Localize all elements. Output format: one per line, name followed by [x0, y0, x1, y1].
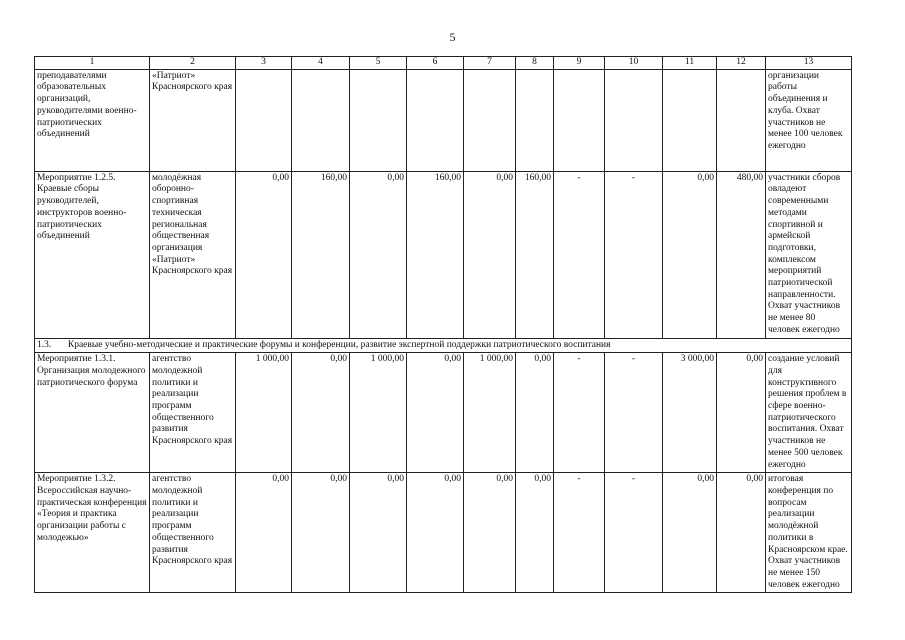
value-cell: 0,00	[407, 353, 464, 473]
value-cell: -	[554, 171, 605, 338]
column-header: 4	[292, 57, 350, 70]
value-cell: -	[605, 473, 663, 593]
value-cell: 0,00	[717, 473, 766, 593]
value-cell	[236, 69, 292, 171]
table-row	[35, 69, 852, 171]
column-number-row	[35, 57, 852, 70]
value-cell: 0,00	[516, 473, 554, 593]
column-header: 5	[350, 57, 407, 70]
value-cell: 0,00	[464, 171, 516, 338]
column-header: 11	[663, 57, 717, 70]
measure-name-cell: Мероприятие 1.2.5. Краевые сборы руководителей, инструкторов военно-патриотических объединений	[35, 171, 150, 338]
section-cell	[35, 338, 852, 353]
executor-cell: агентство молодежной политики и реализации программ общественного развития Красноярского края	[150, 473, 236, 593]
value-cell: 1 000,00	[236, 353, 292, 473]
value-cell: 0,00	[516, 353, 554, 473]
executor-cell: молодёжная оборонно-спортивная техническая региональная общественная организация «Патриот» Красноярского края	[150, 171, 236, 338]
column-header: 8	[516, 57, 554, 70]
executor-cell: «Патриот» Красноярского края	[150, 69, 236, 171]
value-cell: 480,00	[717, 171, 766, 338]
value-cell: 0,00	[663, 171, 717, 338]
table-row	[35, 353, 852, 473]
value-cell	[663, 69, 717, 171]
table-row	[35, 473, 852, 593]
value-cell: -	[554, 473, 605, 593]
value-cell: 0,00	[292, 473, 350, 593]
column-header: 1	[35, 57, 150, 70]
value-cell: 0,00	[236, 473, 292, 593]
value-cell: -	[605, 353, 663, 473]
section-title: Краевые учебно-методические и практические форумы и конференции, развитие экспертной поддержки патриотического воспитания	[67, 339, 611, 350]
table-row	[35, 171, 852, 338]
value-cell	[554, 69, 605, 171]
column-header: 2	[150, 57, 236, 70]
column-header: 7	[464, 57, 516, 70]
value-cell: 160,00	[516, 171, 554, 338]
value-cell: 0,00	[717, 353, 766, 473]
value-cell: 0,00	[464, 473, 516, 593]
value-cell	[516, 69, 554, 171]
value-cell	[292, 69, 350, 171]
column-header: 10	[605, 57, 663, 70]
program-table	[34, 56, 852, 593]
column-header: 3	[236, 57, 292, 70]
value-cell: 1 000,00	[464, 353, 516, 473]
column-header: 9	[554, 57, 605, 70]
value-cell: 160,00	[292, 171, 350, 338]
measure-name-cell: Мероприятие 1.3.2. Всероссийская научно-практическая конференция «Теория и практика организации работы с молодежью»	[35, 473, 150, 593]
value-cell	[464, 69, 516, 171]
column-header: 13	[766, 57, 852, 70]
measure-name-cell: Мероприятие 1.3.1. Организация молодежного патриотического форума	[35, 353, 150, 473]
value-cell: 0,00	[350, 473, 407, 593]
value-cell: 3 000,00	[663, 353, 717, 473]
value-cell: 0,00	[663, 473, 717, 593]
result-cell: создание условий для конструктивного решения проблем в сфере военно-патриотического воспитания. Охват участников не менее 500 человек ежегодно	[766, 353, 852, 473]
value-cell: 0,00	[407, 473, 464, 593]
value-cell	[350, 69, 407, 171]
value-cell: 1 000,00	[350, 353, 407, 473]
executor-cell: агентство молодежной политики и реализации программ общественного развития Красноярского края	[150, 353, 236, 473]
value-cell: 0,00	[350, 171, 407, 338]
result-cell: участники сборов овладеют современными методами спортивной и армейской подготовки, комплексом мероприятий патриотической направленности. Охват участников не менее 80 человек ежегодно	[766, 171, 852, 338]
column-header: 12	[717, 57, 766, 70]
result-cell: организации работы объединения и клуба. Охват участников не менее 100 человек ежегодно	[766, 69, 852, 171]
page-number: 5	[449, 30, 456, 44]
value-cell: 0,00	[236, 171, 292, 338]
value-cell	[407, 69, 464, 171]
column-header: 6	[407, 57, 464, 70]
value-cell	[717, 69, 766, 171]
measure-name-cell: преподавателями образовательных организаций, руководителями военно-патриотических объединений	[35, 69, 150, 171]
result-cell: итоговая конференция по вопросам реализации молодёжной политики в Красноярском крае. Охват участников не менее 150 человек ежегодно	[766, 473, 852, 593]
section-number: 1.3.	[37, 339, 52, 350]
value-cell: 160,00	[407, 171, 464, 338]
value-cell: -	[554, 353, 605, 473]
value-cell	[605, 69, 663, 171]
value-cell: 0,00	[292, 353, 350, 473]
section-row	[35, 338, 852, 353]
value-cell: -	[605, 171, 663, 338]
